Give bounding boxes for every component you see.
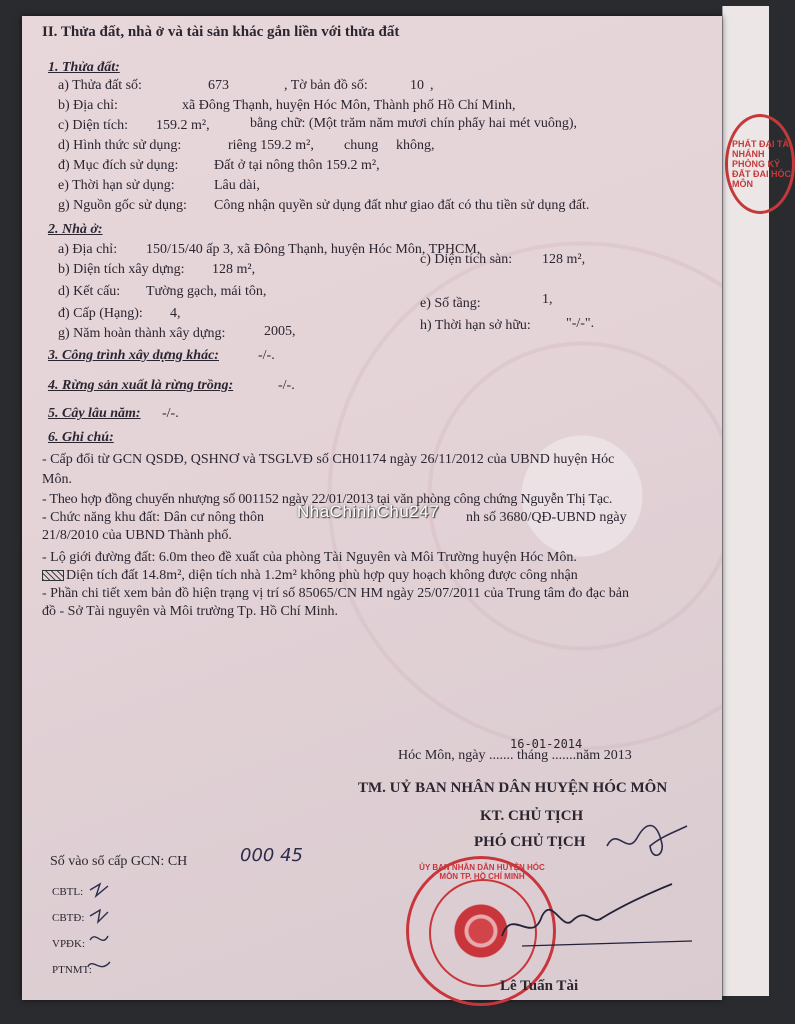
- date-line: Hóc Môn, ngày ....... tháng .......năm 2013: [398, 748, 632, 763]
- forest-label: 4. Rừng sản xuất là rừng trồng:: [48, 378, 234, 393]
- land-map-label: , Tờ bản đồ số:: [284, 78, 368, 93]
- note-line: 21/8/2010 của UBND Thành phố.: [42, 528, 232, 543]
- note-line: Môn.: [42, 472, 72, 487]
- initials-signature: [602, 816, 692, 866]
- notes-heading: 6. Ghi chú:: [48, 430, 114, 445]
- land-usage-private: riêng 159.2 m²,: [228, 138, 314, 153]
- land-usage-shared-label: chung: [344, 138, 379, 153]
- note-line: - Theo hợp đồng chuyển nhượng số 001152 ngày 22/01/2013 tại văn phòng công chứng Nguyễn Thị Tạc.: [42, 492, 613, 507]
- authority-role-2: PHÓ CHỦ TỊCH: [474, 834, 586, 850]
- house-ownership-term: "-/-".: [566, 316, 595, 331]
- land-purpose-label: đ) Mục đích sử dụng:: [58, 158, 179, 173]
- house-address-label: a) Địa chỉ:: [58, 242, 118, 257]
- branch-office-stamp: PHÁT ĐẠI TÀI NHÁNH PHÒNG KÝ ĐẤT ĐAI HÓC MÔN: [725, 114, 795, 214]
- note-line: - Phần chi tiết xem bản đồ hiện trạng vị trí số 85065/CN HM ngày 25/07/2011 của Trung tâm đo đạc bản: [42, 586, 630, 601]
- note-line: - Cấp đổi từ GCN QSDĐ, QSHNƠ và TSGLVĐ số CH01174 ngày 26/11/2012 của UBND huyện Hóc: [42, 452, 615, 467]
- land-term: Lâu dài,: [214, 178, 260, 193]
- house-completion-label: g) Năm hoàn thành xây dựng:: [58, 326, 226, 341]
- land-purpose: Đất ở tại nông thôn 159.2 m²,: [214, 158, 380, 173]
- land-parcel-label: a) Thửa đất số:: [58, 78, 142, 93]
- land-map-end: ,: [430, 78, 434, 93]
- house-floor-area-label: c) Diện tích sàn:: [420, 252, 513, 267]
- house-structure-label: d) Kết cấu:: [58, 284, 121, 299]
- registry-label: Số vào sổ cấp GCN: CH: [50, 854, 188, 869]
- land-usage-shared: không,: [396, 138, 435, 153]
- signer-name: Lê Tuấn Tài: [500, 978, 579, 994]
- note-line: nh số 3680/QĐ-UBND ngày: [466, 510, 627, 525]
- seal-text: ỦY BAN NHÂN DÂN HUYỆN HÓC MÔN TP. HỒ CHÍ MINH: [419, 863, 545, 881]
- hatched-area-legend-icon: [42, 570, 64, 581]
- land-area: 159.2 m²,: [156, 118, 210, 133]
- authority-role-1: KT. CHỦ TỊCH: [480, 808, 584, 824]
- official-signature: [492, 876, 702, 956]
- date-stamp: 16-01-2014: [510, 737, 583, 751]
- certificate-page: [22, 16, 722, 1000]
- handwritten-initials: [86, 878, 126, 978]
- code-cbtl: CBTL:: [52, 886, 84, 898]
- house-address: 150/15/40 ấp 3, xã Đông Thạnh, huyện Hóc Môn, TPHCM,: [146, 242, 481, 257]
- house-storeys: 1,: [542, 292, 553, 307]
- other-works-label: 3. Công trình xây dựng khác:: [48, 348, 219, 363]
- code-ptnmt: PTNMT:: [52, 964, 92, 976]
- section-title: II. Thửa đất, nhà ở và tài sản khác gắn liền với thửa đất: [42, 24, 400, 40]
- note-hatched-line: Diện tích đất 14.8m², diện tích nhà 1.2m² không phù hợp quy hoạch không được công nhận: [42, 568, 578, 584]
- registry-number: 000 45: [240, 845, 303, 866]
- adjacent-page: [722, 6, 792, 996]
- forest-value: -/-.: [278, 378, 295, 393]
- house-storeys-label: e) Số tầng:: [420, 296, 481, 311]
- watermark: NhaChinhChu247: [297, 502, 440, 521]
- house-build-area: 128 m²,: [212, 262, 256, 277]
- perennial-trees-label: 5. Cây lâu năm:: [48, 406, 141, 421]
- house-grade: 4,: [170, 306, 181, 321]
- house-structure: Tường gạch, mái tôn,: [146, 284, 267, 299]
- other-works-value: -/-.: [258, 348, 275, 363]
- house-ownership-term-label: h) Thời hạn sở hữu:: [420, 318, 531, 333]
- perennial-trees-value: -/-.: [162, 406, 179, 421]
- land-area-words: bằng chữ: (Một trăm năm mươi chín phẩy hai mét vuông),: [250, 116, 578, 131]
- authority-org: TM. UỶ BAN NHÂN DÂN HUYỆN HÓC MÔN: [358, 780, 668, 796]
- land-map-number: 10: [410, 78, 424, 93]
- note-line: đồ - Sở Tài nguyên và Môi trường Tp. Hồ Chí Minh.: [42, 604, 339, 619]
- land-area-label: c) Diện tích:: [58, 118, 128, 133]
- land-origin: Công nhận quyền sử dụng đất như giao đất có thu tiền sử dụng đất.: [214, 198, 590, 213]
- note-line: - Chức năng khu đất: Dân cư nông thôn: [42, 510, 265, 525]
- house-completion-year: 2005,: [264, 324, 296, 339]
- house-floor-area: 128 m²,: [542, 252, 586, 267]
- land-heading: 1. Thửa đất:: [48, 60, 120, 75]
- land-origin-label: g) Nguồn gốc sử dụng:: [58, 198, 187, 213]
- land-address-label: b) Địa chỉ:: [58, 98, 118, 113]
- note-line: - Lộ giới đường đất: 6.0m theo đề xuất của phòng Tài Nguyên và Môi Trường huyện Hóc Môn.: [42, 550, 577, 565]
- house-build-area-label: b) Diện tích xây dựng:: [58, 262, 185, 277]
- code-cbtd: CBTĐ:: [52, 912, 85, 924]
- code-vpdk: VPĐK:: [52, 938, 86, 950]
- land-term-label: e) Thời hạn sử dụng:: [58, 178, 175, 193]
- house-heading: 2. Nhà ở:: [48, 222, 103, 237]
- land-parcel-number: 673: [208, 78, 229, 93]
- house-grade-label: đ) Cấp (Hạng):: [58, 306, 143, 321]
- land-usage-form-label: d) Hình thức sử dụng:: [58, 138, 182, 153]
- land-address: xã Đông Thạnh, huyện Hóc Môn, Thành phố Hồ Chí Minh,: [182, 98, 516, 113]
